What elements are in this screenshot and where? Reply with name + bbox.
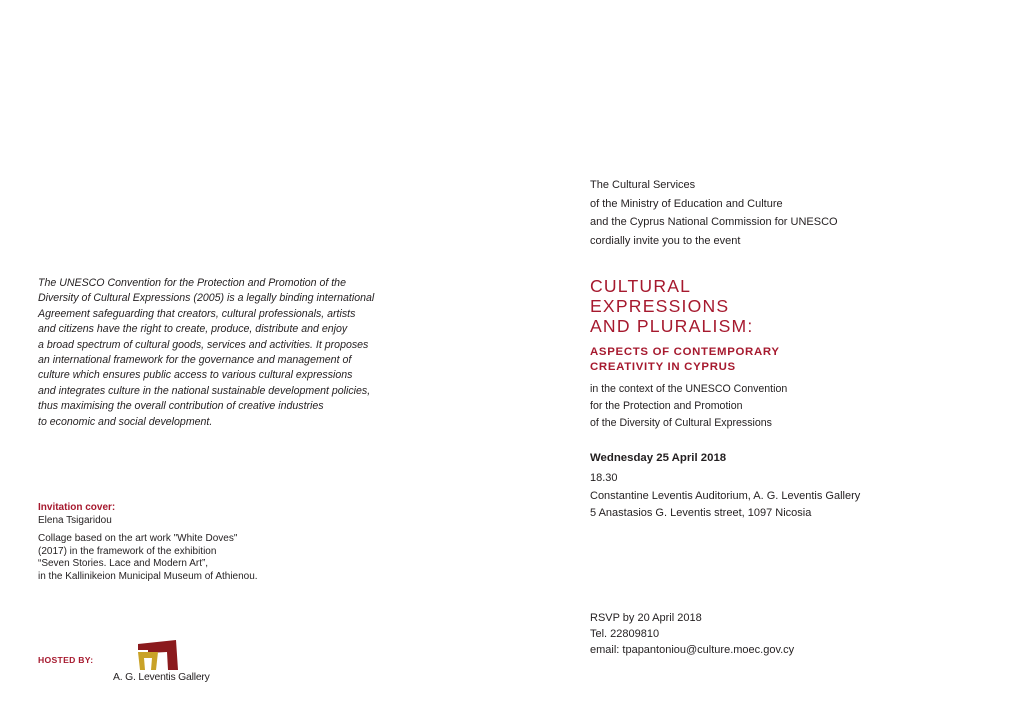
description-line: The UNESCO Convention for the Protection and Promotion of the <box>38 277 346 289</box>
organizer-line: cordially invite you to the event <box>590 234 741 247</box>
context-line: in the context of the UNESCO Convention <box>590 383 788 395</box>
description-line: and integrates culture in the national sustainable development policies, <box>38 384 371 397</box>
event-time: 18.30 <box>590 472 618 484</box>
rsvp-email[interactable]: email: tpapantoniou@culture.moec.gov.cy <box>590 644 795 657</box>
context-line: for the Protection and Promotion <box>590 400 743 412</box>
event-address: 5 Anastasios G. Leventis street, 1097 Nicosia <box>590 507 812 520</box>
event-title-line: CULTURAL <box>590 276 692 296</box>
event-title-line: EXPRESSIONS <box>590 296 730 317</box>
description-line: an international framework for the governance and management of <box>38 354 352 367</box>
gallery-name: A. G. Leventis Gallery <box>113 672 210 683</box>
description-line: a broad spectrum of cultural goods, services and activities. It proposes <box>38 338 369 351</box>
convention-description <box>38 276 374 430</box>
event-context <box>590 381 787 432</box>
event-subtitle <box>590 345 780 375</box>
rsvp-block <box>590 610 794 659</box>
event-venue-block <box>590 470 860 523</box>
cover-detail-line: (2017) in the framework of the exhibition <box>38 545 217 557</box>
cover-heading: Invitation cover: <box>38 502 116 513</box>
organizer-line: of the Ministry of Education and Culture <box>590 197 783 210</box>
description-line: and citizens have the right to create, produce, distribute and enjoy <box>38 323 348 336</box>
event-subtitle-line: ASPECTS OF CONTEMPORARY <box>590 346 780 358</box>
organizer-line: and the Cyprus National Commission for UNESCO <box>590 216 838 229</box>
rsvp-tel: Tel. 22809810 <box>590 628 660 641</box>
rsvp-deadline: RSVP by 20 April 2018 <box>590 612 702 624</box>
organizers-invitation <box>590 176 838 250</box>
event-venue: Constantine Leventis Auditorium, A. G. Leventis Gallery <box>590 489 861 502</box>
context-line: of the Diversity of Cultural Expressions <box>590 417 772 429</box>
description-line: to economic and social development. <box>38 415 213 428</box>
cover-detail-line: Collage based on the art work "White Doves" <box>38 533 238 545</box>
description-line: Agreement safeguarding that creators, cultural professionals, artists <box>38 307 356 320</box>
event-title-line: AND PLURALISM: <box>590 316 754 337</box>
cover-detail-line: “Seven Stories. Lace and Modern Art”, <box>38 558 209 570</box>
hosted-by-label: HOSTED BY: <box>38 655 94 665</box>
description-line: Diversity of Cultural Expressions (2005) is a legally binding international <box>38 292 375 305</box>
cover-artist: Elena Tsigaridou <box>38 514 112 526</box>
cover-credits <box>38 502 258 584</box>
description-line: thus maximising the overall contribution of creative industries <box>38 400 324 413</box>
gallery-logo <box>110 638 220 686</box>
organizer-line: The Cultural Services <box>590 179 696 191</box>
description-line: culture which ensures public access to various cultural expressions <box>38 369 353 382</box>
leventis-gallery-logo-icon <box>136 638 182 672</box>
event-subtitle-line: CREATIVITY IN CYPRUS <box>590 361 736 373</box>
event-date: Wednesday 25 April 2018 <box>590 452 727 464</box>
event-title <box>590 276 753 337</box>
cover-detail-line: in the Kallinikeion Municipal Museum of Athienou. <box>38 570 258 582</box>
